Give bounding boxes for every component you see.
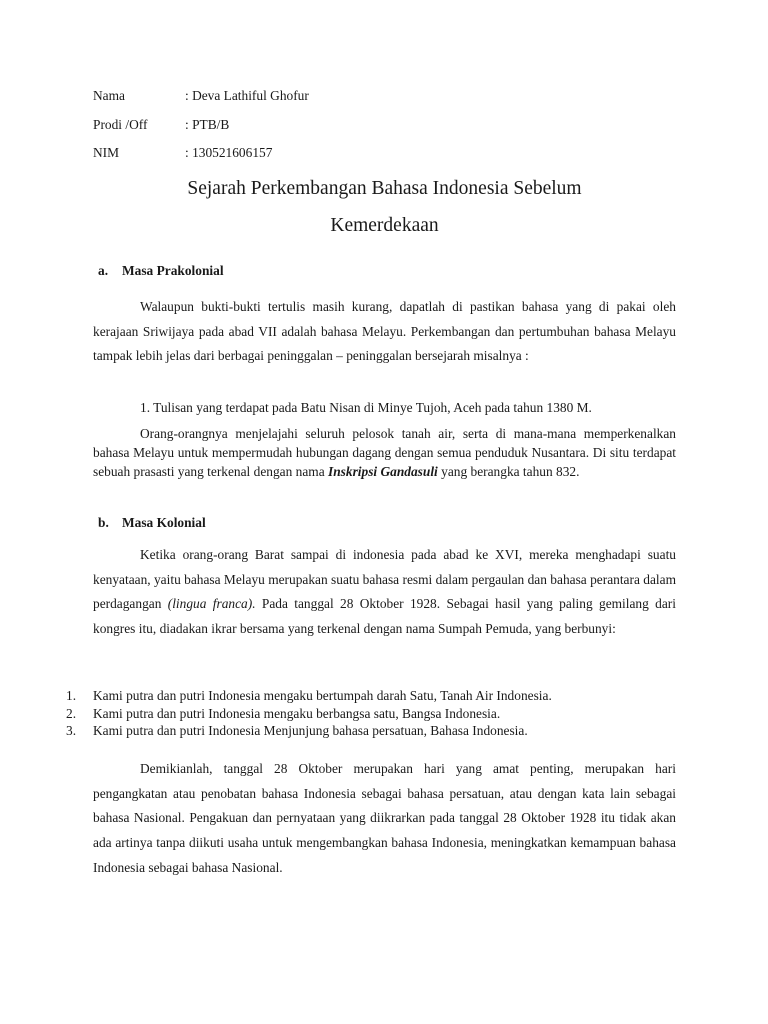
paragraph-text: Ketika orang-orang Barat sampai di indonesia pada abad ke XVI, mereka menghadapi suatu kenyataan, yaitu bahasa Melayu merupakan suatu bahasa resmi dalam pergaulan dan bahasa perantara dalam perdagangan <box>93 547 676 612</box>
section-a-list-item: 1. Tulisan yang terdapat pada Batu Nisan di Minye Tujoh, Aceh pada tahun 1380 M. <box>140 400 592 415</box>
identity-value: : 130521606157 <box>185 145 273 160</box>
paragraph-text: Demikianlah, tanggal 28 Oktober merupakan hari yang amat penting, merupakan hari pengangkatan atau penobatan bahasa Indonesia sebagai bahasa persatuan, atau dengan kata lain sebagai bahasa Nasional. Pengakuan dan pernyataan yang diikrarkan pada tanggal 28 Oktober 1928 itu tidak akan ada artinya tanpa diikuti usaha untuk mengembangkan bahasa Indonesia, meningkatkan kemampuan bahasa Indonesia sebagai bahasa Nasional. <box>93 761 676 875</box>
identity-value: : PTB/B <box>185 116 230 132</box>
section-b-paragraph-1 <box>93 543 676 642</box>
paragraph-text: Walaupun bukti-bukti tertulis masih kurang, dapatlah di pastikan bahasa yang di pakai oleh kerajaan Sriwijaya pada abad VII adalah bahasa Melayu. Perkembangan dan pertumbuhan bahasa Melayu tampak lebih jelas dari berbagai peninggalan – peninggalan bersejarah misalnya : <box>93 299 676 364</box>
section-a-paragraph-2 <box>93 424 676 481</box>
identity-label: Prodi /Off <box>93 116 148 132</box>
identity-label: NIM <box>93 145 120 160</box>
section-title: Masa Kolonial <box>122 515 206 530</box>
paragraph-text: Orang-orangnya menjelajahi seluruh pelosok tanah air, serta di mana-mana memperkenalkan bahasa Melayu untuk mempermudah hubungan dagang dengan semua penduduk Nusantara. Di situ terdapat sebuah prasasti yang terkenal dengan nama <box>93 426 676 479</box>
list-item <box>66 687 666 705</box>
list-text: Kami putra dan putri Indonesia Menjunjung bahasa persatuan, Bahasa Indonesia. <box>93 723 528 738</box>
list-number: 2. <box>66 705 77 721</box>
list-number: 3. <box>66 723 77 738</box>
section-title: Masa Prakolonial <box>122 263 224 278</box>
inscription-name: Inskripsi Gandasuli <box>328 464 438 479</box>
title-line-1: Sejarah Perkembangan Bahasa Indonesia Sebelum <box>187 178 582 199</box>
section-letter: b. <box>98 515 109 530</box>
lingua-franca-term: (lingua franca). <box>167 596 256 612</box>
identity-value: : Deva Lathiful Ghofur <box>185 88 309 103</box>
identity-row-name <box>93 86 693 115</box>
list-number: 1. <box>66 688 77 703</box>
section-a-heading <box>98 261 224 281</box>
list-text: Kami putra dan putri Indonesia mengaku bertumpah darah Satu, Tanah Air Indonesia. <box>93 688 552 703</box>
identity-row-nim <box>93 143 693 172</box>
sumpah-pemuda-list <box>66 687 666 740</box>
section-a-paragraph-1 <box>93 295 676 369</box>
paragraph-text-tail: yang berangka tahun 832. <box>437 464 580 479</box>
title-line-2: Kemerdekaan <box>330 215 439 236</box>
section-letter: a. <box>98 263 109 278</box>
identity-label: Nama <box>93 88 125 103</box>
list-text: Kami putra dan putri Indonesia mengaku berbangsa satu, Bangsa Indonesia. <box>93 705 501 721</box>
paragraph-text-tail: Pada tanggal 28 Oktober 1928. Sebagai hasil yang paling gemilang dari kongres itu, diadakan ikrar bersama yang terkenal dengan nama Sumpah Pemuda, yang berbunyi: <box>93 596 676 637</box>
list-item <box>66 705 666 723</box>
list-item <box>66 722 666 740</box>
section-b-heading <box>98 513 206 533</box>
section-b-paragraph-2 <box>93 757 676 881</box>
document-title <box>93 170 676 244</box>
identity-row-prodi <box>93 115 693 144</box>
identity-block <box>93 86 693 172</box>
